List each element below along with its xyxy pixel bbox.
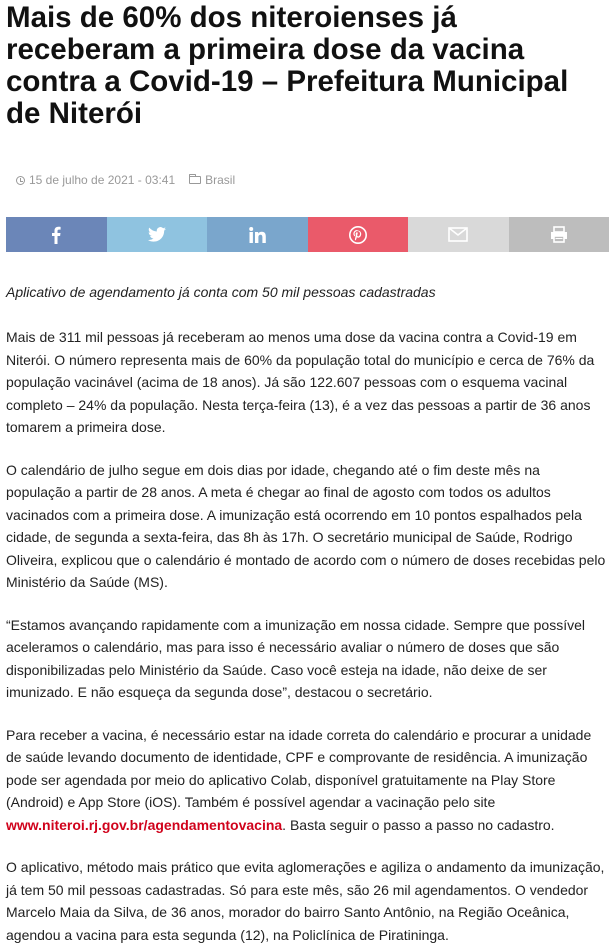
share-pinterest-button[interactable] [308,217,409,252]
paragraph-text: . Basta seguir o passo a passo no cadastro. [282,816,555,833]
share-email-button[interactable] [408,217,509,252]
scheduling-link[interactable]: www.niteroi.rj.gov.br/agendamentovacina [6,816,283,833]
paragraph: “Estamos avançando rapidamente com a imunização em nossa cidade. Sempre que possível aceleramos o calendário, mas para isso é necessário avaliar o número de doses que são disponibilizadas pelo Ministério da Saúde. Caso você esteja na idade, não deixe de ser imunizado. E não esqueça da segunda dose”, destacou o secretário. [6,616,585,700]
share-linkedin-button[interactable] [207,217,308,252]
article-title: Mais de 60% dos niteroienses já receberam a primeira dose da vacina contra a Covid-19 – Prefeitura Municipal de Niterói [6,1,569,130]
pinterest-icon [349,226,367,244]
paragraph: O calendário de julho segue em dois dias por idade, chegando até o fim deste mês na população a partir de 28 anos. A meta é chegar ao final de agosto com todos os adultos vacinados com a primeira dose. A imunização está ocorrendo em 10 pontos espalhados pela cidade, de segunda a sexta-feira, das 8h às 17h. O secretário municipal de Saúde, Rodrigo Oliveira, explicou que o calendário é montado de acordo com o número de doses recebidas pelo Ministério da Saúde (MS). [6,461,606,590]
article-date: 15 de julho de 2021 - 03:41 [29,173,176,187]
share-bar [6,217,609,252]
share-twitter-button[interactable] [107,217,208,252]
share-facebook-button[interactable] [6,217,107,252]
paragraph [6,724,607,837]
mail-icon [448,227,468,242]
linkedin-icon [249,227,266,243]
article-lead: Aplicativo de agendamento já conta com 50 mil pessoas cadastradas [6,284,436,300]
paragraph-text: Para receber a vacina, é necessário estar na idade correta do calendário e procurar a unidade de saúde levando documento de identidade, CPF e comprovante de residência. A imunização pode ser agendada por meio do aplicativo Colab, disponível gratuitamente na Play Store (Android) e App Store (iOS). Também é possível agendar a vacinação pelo site [6,726,592,810]
print-button[interactable] [509,217,610,252]
twitter-icon [148,227,166,242]
paragraph: O aplicativo, método mais prático que evita aglomerações e agiliza o andamento da imunização, já tem 50 mil pessoas cadastradas. Só para este mês, são 26 mil agendamentos. O vendedor Marcelo Maia da Silva, de 36 anos, morador do bairro Santo Antônio, na Região Oceânica, agendou a vacina para esta segunda (12), na Policlínica de Piratininga. [6,859,605,943]
facebook-icon [51,226,61,244]
clock-icon [16,176,25,185]
print-icon [550,226,568,243]
folder-icon [189,176,201,184]
article-meta [6,170,607,190]
paragraph: Mais de 311 mil pessoas já receberam ao menos uma dose da vacina contra a Covid-19 em Niterói. O número representa mais de 60% da população total do município e cerca de 76% da população vacinável (acima de 18 anos). Já são 122.607 pessoas com o esquema vacinal completo – 24% da população. Nesta terça-feira (13), é a vez das pessoas a partir de 36 anos tomarem a primeira dose. [6,329,595,435]
article-category[interactable]: Brasil [205,173,236,187]
